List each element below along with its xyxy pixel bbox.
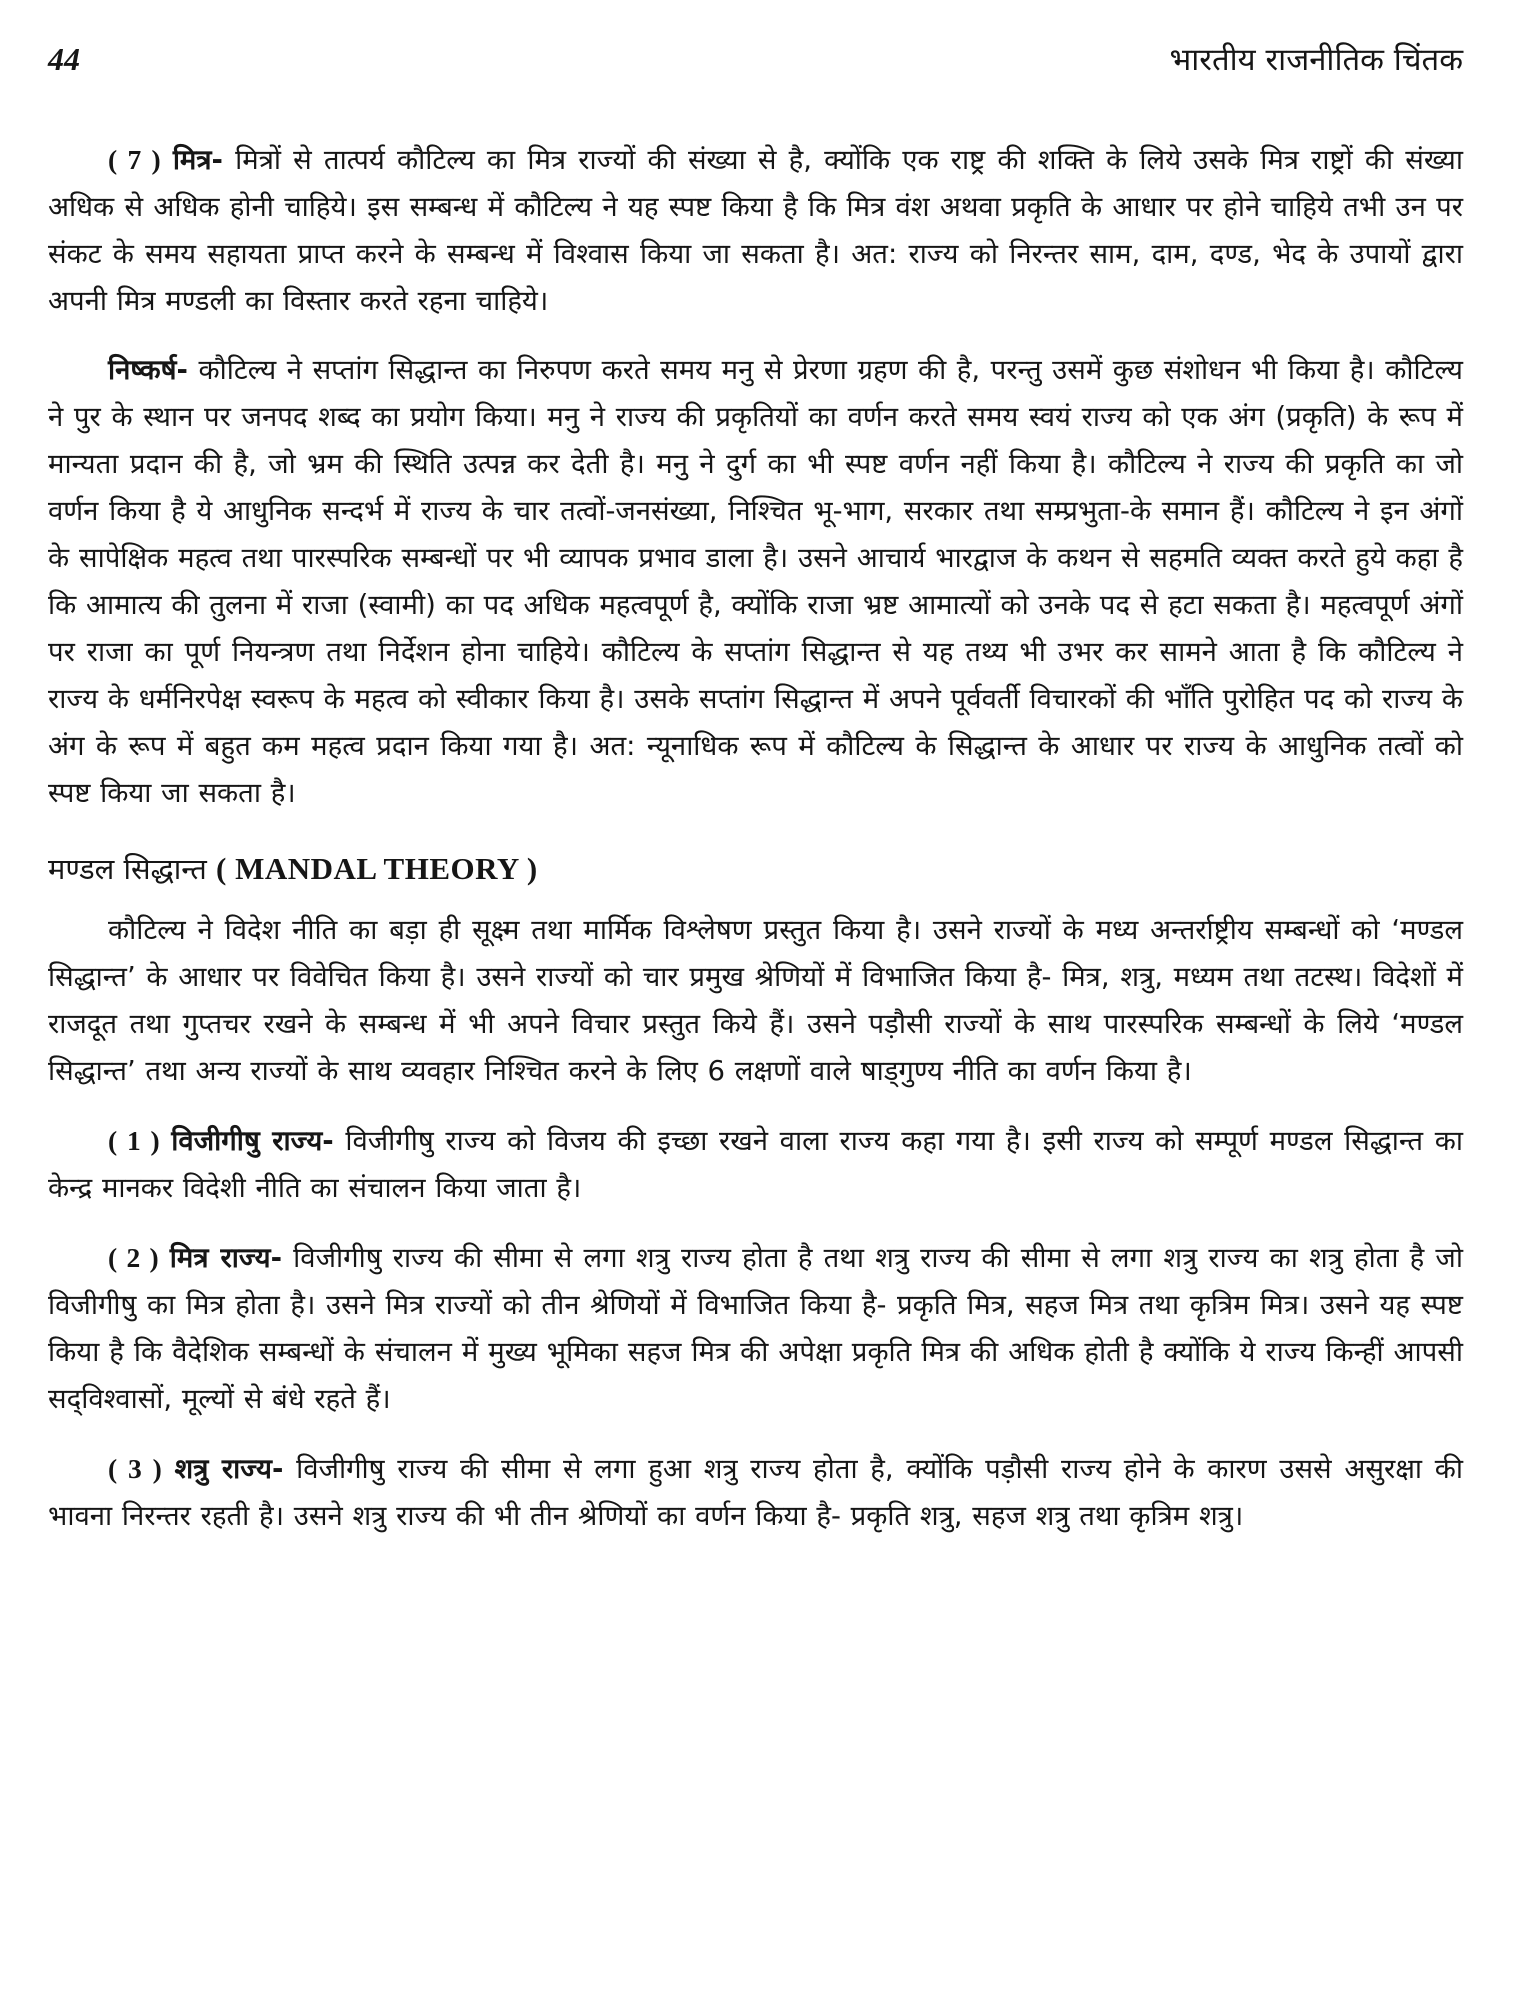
item-number: ( 7 ) bbox=[108, 144, 161, 175]
conclusion-term: निष्कर्ष- bbox=[108, 354, 188, 386]
paragraph-text: कौटिल्य ने सप्तांग सिद्धान्त का निरुपण करते समय मनु से प्रेरणा ग्रहण की है, परन्तु उसमें कुछ संशोधन भी किया है। कौटिल्य ने पुर के स्थान पर जनपद शब्द का प्रयोग किया। मनु ने राज्य की प्रकृतियों का वर्णन करते समय स्वयं राज्य को एक अंग (प्रकृति) के रूप में मान्यता प्रदान की है, जो भ्रम की स्थिति उत्पन्न कर देती है। मनु ने दुर्ग का भी स्पष्ट वर्णन नहीं किया है। कौटिल्य ने राज्य की प्रकृति का जो वर्णन किया है ये आधुनिक सन्दर्भ में राज्य के चार तत्वों-जनसंख्या, निश्चित भू-भाग, सरकार तथा सम्प्रभुता-के समान हैं। कौटिल्य ने इन अंगों के सापेक्षिक महत्व तथा पारस्परिक सम्बन्धों पर भी व्यापक प्रभाव डाला है। उसने आचार्य भारद्वाज के कथन से सहमति व्यक्त करते हुये कहा है कि आमात्य की तुलना में राजा (स्वामी) का पद अधिक महत्वपूर्ण है, क्योंकि राजा भ्रष्ट आमात्यों को उनके पद से हटा सकता है। महत्वपूर्ण अंगों पर राजा का पूर्ण नियन्त्रण तथा निर्देशन होना चाहिये। कौटिल्य के सप्तांग सिद्धान्त से यह तथ्य भी उभर कर सामने आता है कि कौटिल्य ने राज्य के धर्मनिरपेक्ष स्वरूप के महत्व को स्वीकार किया है। उसके सप्तांग सिद्धान्त में अपने पूर्ववर्ती विचारकों की भाँति पुरोहित पद को राज्य के अंग के रूप में बहुत कम महत्व प्रदान किया गया है। अत: न्यूनाधिक रूप में कौटिल्य के सिद्धान्त के आधार पर राज्य के आधुनिक तत्वों को स्पष्ट किया जा सकता है। bbox=[48, 354, 1463, 809]
paragraph-conclusion bbox=[48, 347, 1463, 817]
section-heading-hindi: मण्डल सिद्धान्त bbox=[48, 852, 207, 886]
page-number: 44 bbox=[48, 41, 80, 77]
item-number: ( 3 ) bbox=[108, 1453, 162, 1484]
paragraph-text: विजीगीषु राज्य की सीमा से लगा शत्रु राज्य होता है तथा शत्रु राज्य की सीमा से लगा शत्रु राज्य का शत्रु होता है जो विजीगीषु का मित्र होता है। उसने मित्र राज्यों को तीन श्रेणियों में विभाजित किया है- प्रकृति मित्र, सहज मित्र तथा कृत्रिम मित्र। उसने यह स्पष्ट किया है कि वैदेशिक सम्बन्धों के संचालन में मुख्य भूमिका सहज मित्र की अपेक्षा प्रकृति मित्र की अधिक होती है क्योंकि ये राज्य किन्हीं आपसी सद्‌विश्वासों, मूल्यों से बंधे रहते हैं। bbox=[48, 1242, 1463, 1415]
item-term: शत्रु राज्य- bbox=[174, 1453, 284, 1485]
paragraph-mitra bbox=[48, 136, 1463, 325]
item-term: मित्र राज्य- bbox=[169, 1242, 282, 1274]
paragraph-text: कौटिल्य ने विदेश नीति का बड़ा ही सूक्ष्म तथा मार्मिक विश्लेषण प्रस्तुत किया है। उसने राज्यों के मध्य अन्तर्राष्ट्रीय सम्बन्धों को ‘मण्डल सिद्धान्त’ के आधार पर विवेचित किया है। उसने राज्यों को चार प्रमुख श्रेणियों में विभाजित किया है- मित्र, शत्रु, मध्यम तथा तटस्थ। विदेशों में राजदूत तथा गुप्तचर रखने के सम्बन्ध में भी अपने विचार प्रस्तुत किये हैं। उसने पड़ौसी राज्यों के साथ पारस्परिक सम्बन्धों के लिये ‘मण्डल सिद्धान्त’ तथा अन्य राज्यों के साथ व्यवहार निश्चित करने के लिए 6 लक्षणों वाले षाड्गुण्य नीति का वर्णन किया है। bbox=[48, 914, 1463, 1087]
item-term: मित्र- bbox=[172, 144, 223, 176]
paragraph-text: विजीगीषु राज्य की सीमा से लगा हुआ शत्रु राज्य होता है, क्योंकि पड़ौसी राज्य होने के कारण उससे असुरक्षा की भावना निरन्तर रहती है। उसने शत्रु राज्य की भी तीन श्रेणियों का वर्णन किया है- प्रकृति शत्रु, सहज शत्रु तथा कृत्रिम शत्रु। bbox=[48, 1453, 1463, 1532]
item-term: विजीगीषु राज्य- bbox=[171, 1125, 334, 1157]
paragraph-shatru-rajya bbox=[48, 1445, 1463, 1540]
running-title: भारतीय राजनीतिक चिंतक bbox=[1169, 42, 1463, 78]
page-header bbox=[48, 38, 1463, 102]
paragraph-text: विजीगीषु राज्य को विजय की इच्छा रखने वाला राज्य कहा गया है। इसी राज्य को सम्पूर्ण मण्डल सिद्धान्त का केन्द्र मानकर विदेशी नीति का संचालन किया जाता है। bbox=[48, 1125, 1463, 1204]
item-number: ( 1 ) bbox=[108, 1125, 160, 1156]
paragraph-mitra-rajya bbox=[48, 1234, 1463, 1423]
section-heading-english: ( MANDAL THEORY ) bbox=[216, 851, 538, 886]
section-heading bbox=[48, 843, 1463, 895]
paragraph-vijigishu bbox=[48, 1117, 1463, 1212]
paragraph-mandal-intro bbox=[48, 907, 1463, 1095]
item-number: ( 2 ) bbox=[108, 1242, 159, 1273]
paragraph-text: मित्रों से तात्पर्य कौटिल्य का मित्र राज्यों की संख्या से है, क्योंकि एक राष्ट्र की शक्ति के लिये उसके मित्र राष्ट्रों की संख्या अधिक से अधिक होनी चाहिये। इस सम्बन्ध में कौटिल्य ने यह स्पष्ट किया है कि मित्र वंश अथवा प्रकृति के आधार पर होने चाहिये तभी उन पर संकट के समय सहायता प्राप्त करने के सम्बन्ध में विश्वास किया जा सकता है। अत: राज्य को निरन्तर साम, दाम, दण्ड, भेद के उपायों द्वारा अपनी मित्र मण्डली का विस्तार करते रहना चाहिये। bbox=[48, 144, 1463, 317]
